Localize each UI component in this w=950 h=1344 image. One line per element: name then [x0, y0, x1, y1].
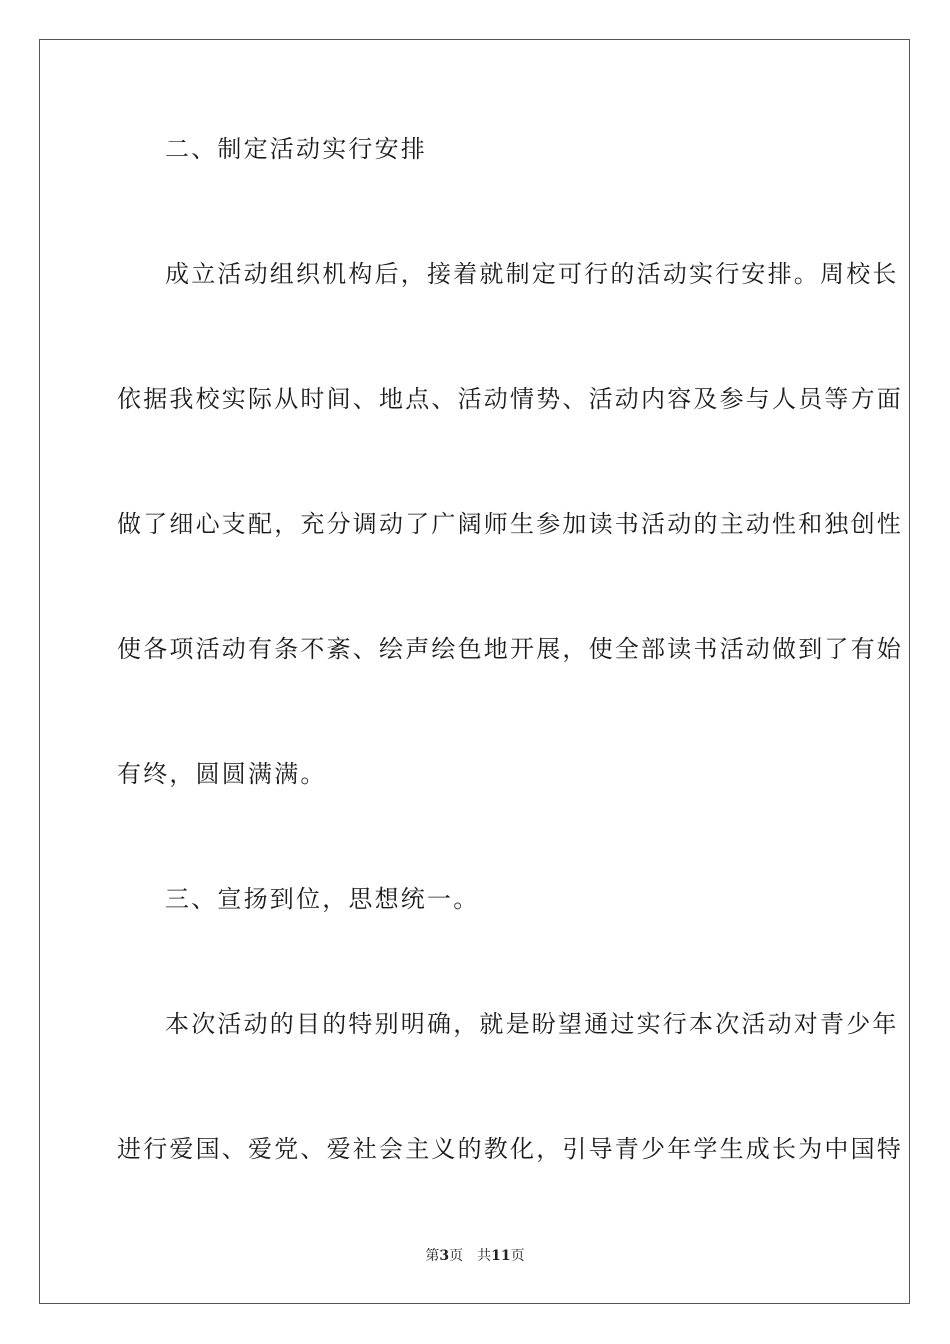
paragraph-line: 依据我校实际从时间、地点、活动情势、活动内容及参与人员等方面 [117, 385, 903, 413]
section-heading-3: 三、宣扬到位，思想统一。 [165, 885, 480, 913]
page-label-prefix: 第 [425, 1248, 440, 1264]
paragraph-line: 成立活动组织机构后，接着就制定可行的活动实行安排。周校长 [165, 260, 899, 288]
page-number: 3 [439, 1248, 450, 1264]
paragraph-line: 使各项活动有条不紊、绘声绘色地开展，使全部读书活动做到了有始 [117, 635, 903, 663]
paragraph-line: 做了细心支配，充分调动了广阔师生参加读书活动的主动性和独创性 [117, 510, 903, 538]
total-label-suffix: 页 [510, 1248, 525, 1264]
paragraph-line: 进行爱国、爱党、爱社会主义的教化，引导青少年学生成长为中国特 [117, 1135, 903, 1163]
total-pages: 11 [491, 1248, 511, 1264]
paragraph-line: 本次活动的目的特别明确，就是盼望通过实行本次活动对青少年 [165, 1010, 899, 1038]
paragraph-line: 有终，圆圆满满。 [117, 760, 327, 788]
section-heading-2: 二、制定活动实行安排 [165, 135, 427, 163]
page-label-suffix: 页 [449, 1248, 464, 1264]
total-label-prefix: 共 [477, 1248, 492, 1264]
page-footer [0, 1247, 950, 1265]
page-border [39, 39, 910, 1304]
